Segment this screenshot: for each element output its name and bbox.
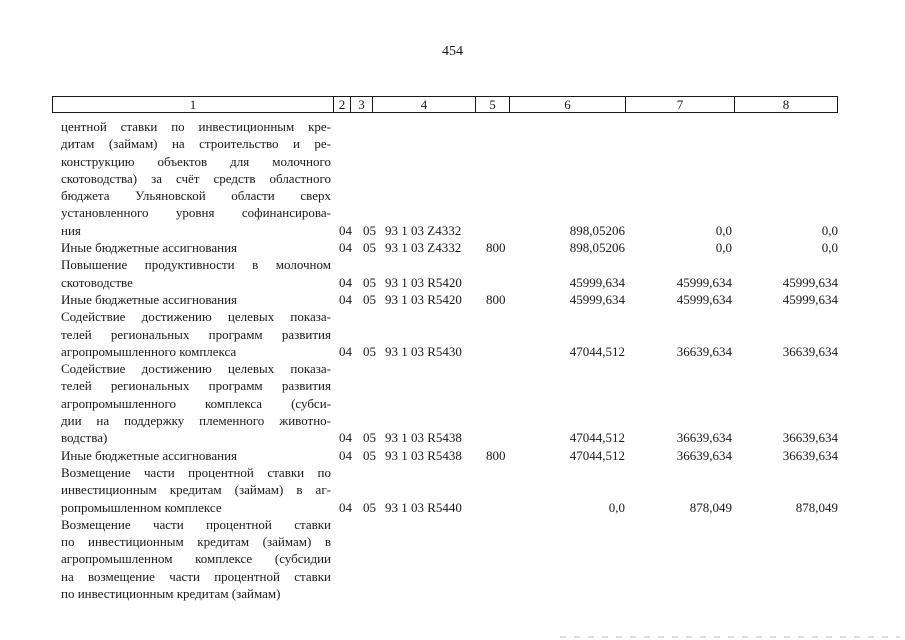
row-name-line: водства) bbox=[61, 430, 108, 446]
row-name-line: конструкцию объектов для молочного bbox=[61, 153, 331, 169]
row-value-6: 47044,512 bbox=[569, 430, 625, 446]
row-name-line: телей региональных программ развития bbox=[61, 378, 331, 394]
row-value-6: 47044,512 bbox=[569, 343, 625, 359]
row-name-line: дии на поддержку племенного животно- bbox=[61, 413, 331, 429]
row-csr: 93 1 03 R5430 bbox=[385, 343, 462, 359]
row-pr: 05 bbox=[363, 343, 376, 359]
row-rz: 04 bbox=[339, 447, 352, 463]
row-rz: 04 bbox=[339, 240, 352, 256]
table-row bbox=[0, 308, 905, 360]
row-name-line: по инвестиционным кредитам (займам) в bbox=[61, 534, 331, 550]
row-value-7: 45999,634 bbox=[676, 274, 732, 290]
row-name-line: Возмещение части процентной ставки по bbox=[61, 464, 331, 480]
row-pr: 05 bbox=[363, 274, 376, 290]
row-csr: 93 1 03 Z4332 bbox=[385, 222, 462, 238]
row-value-8: 36639,634 bbox=[782, 343, 838, 359]
row-csr: 93 1 03 R5438 bbox=[385, 430, 462, 446]
row-rz: 04 bbox=[339, 291, 352, 307]
row-name bbox=[61, 447, 331, 464]
row-name-line: инвестиционным кредитам (займам) в аг- bbox=[61, 482, 331, 498]
row-name-line: центной ставки по инвестиционным кре- bbox=[61, 119, 331, 134]
row-name bbox=[61, 464, 331, 516]
row-value-8: 36639,634 bbox=[782, 447, 838, 463]
row-value-8: 878,049 bbox=[795, 499, 838, 515]
row-value-6: 898,05206 bbox=[569, 240, 625, 256]
scan-artifact bbox=[560, 636, 900, 638]
row-value-7: 0,0 bbox=[715, 222, 732, 238]
row-value-8: 36639,634 bbox=[782, 430, 838, 446]
header-col-5: 5 bbox=[475, 97, 509, 112]
row-name-line: скотоводства) за счёт средств областного bbox=[61, 170, 331, 186]
table-row bbox=[0, 239, 905, 256]
row-rz: 04 bbox=[339, 222, 352, 238]
row-name bbox=[61, 308, 331, 360]
row-value-7: 45999,634 bbox=[676, 291, 732, 307]
row-value-6: 0,0 bbox=[608, 499, 625, 515]
header-col-1: 1 bbox=[189, 97, 197, 112]
row-name-line: на возмещение части процентной ставки bbox=[61, 568, 331, 584]
row-name bbox=[61, 516, 331, 602]
row-value-6: 898,05206 bbox=[569, 222, 625, 238]
row-rz: 04 bbox=[339, 499, 352, 515]
header-col-2: 2 bbox=[333, 97, 350, 112]
row-value-7: 36639,634 bbox=[676, 343, 732, 359]
row-value-7: 36639,634 bbox=[676, 447, 732, 463]
row-name-line: телей региональных программ развития bbox=[61, 326, 331, 342]
header-col-6: 6 bbox=[509, 97, 625, 112]
row-pr: 05 bbox=[363, 447, 376, 463]
row-value-7: 878,049 bbox=[689, 499, 732, 515]
table-row bbox=[0, 360, 905, 447]
row-pr: 05 bbox=[363, 499, 376, 515]
table-row bbox=[0, 118, 905, 239]
row-name-line: бюджета Ульяновской области сверх bbox=[61, 188, 331, 204]
row-pr: 05 bbox=[363, 240, 376, 256]
table-row bbox=[0, 447, 905, 464]
row-name bbox=[61, 360, 331, 446]
header-col-3: 3 bbox=[350, 97, 372, 112]
row-name-line: дитам (займам) на строительство и ре- bbox=[61, 136, 331, 152]
row-name-line: Иные бюджетные ассигнования bbox=[61, 291, 238, 307]
header-col-8: 8 bbox=[734, 97, 837, 112]
row-value-8: 45999,634 bbox=[782, 274, 838, 290]
row-name-line: Содействие достижению целевых показа- bbox=[61, 361, 331, 377]
row-value-6: 45999,634 bbox=[569, 291, 625, 307]
row-name-line: Повышение продуктивности в молочном bbox=[61, 257, 331, 273]
row-csr: 93 1 03 R5440 bbox=[385, 499, 462, 515]
row-name-line: агропромышленного комплекса bbox=[61, 343, 237, 359]
row-csr: 93 1 03 Z4332 bbox=[385, 240, 462, 256]
row-name-line: агропромышленном комплексе (субсидии bbox=[61, 551, 331, 567]
row-value-8: 45999,634 bbox=[782, 291, 838, 307]
row-name bbox=[61, 239, 331, 256]
row-vr: 800 bbox=[486, 447, 506, 463]
table-row bbox=[0, 291, 905, 308]
row-rz: 04 bbox=[339, 430, 352, 446]
page-number: 454 bbox=[442, 44, 463, 59]
row-name-line: Иные бюджетные ассигнования bbox=[61, 240, 238, 256]
table-header bbox=[52, 96, 838, 113]
row-value-6: 45999,634 bbox=[569, 274, 625, 290]
table-row bbox=[0, 464, 905, 516]
row-value-7: 36639,634 bbox=[676, 430, 732, 446]
row-name bbox=[61, 118, 331, 239]
row-csr: 93 1 03 R5420 bbox=[385, 274, 462, 290]
table-row bbox=[0, 516, 905, 603]
header-col-7: 7 bbox=[625, 97, 734, 112]
table-body bbox=[0, 118, 905, 602]
row-vr: 800 bbox=[486, 291, 506, 307]
row-name-line: Иные бюджетные ассигнования bbox=[61, 447, 238, 463]
row-name-line: скотоводстве bbox=[61, 274, 133, 290]
row-name-line: установленного уровня софинансирова- bbox=[61, 205, 331, 221]
row-rz: 04 bbox=[339, 274, 352, 290]
row-name-line: Возмещение части процентной ставки bbox=[61, 516, 331, 532]
row-name-line: агропромышленного комплекса (субси- bbox=[61, 395, 331, 411]
row-name-line: ропромышленном комплексе bbox=[61, 499, 222, 515]
row-csr: 93 1 03 R5438 bbox=[385, 447, 462, 463]
header-col-4: 4 bbox=[372, 97, 475, 112]
table-row bbox=[0, 256, 905, 291]
row-value-6: 47044,512 bbox=[569, 447, 625, 463]
row-value-7: 0,0 bbox=[715, 240, 732, 256]
row-pr: 05 bbox=[363, 291, 376, 307]
row-value-8: 0,0 bbox=[821, 240, 838, 256]
row-rz: 04 bbox=[339, 343, 352, 359]
row-pr: 05 bbox=[363, 430, 376, 446]
row-csr: 93 1 03 R5420 bbox=[385, 291, 462, 307]
row-name-line: по инвестиционным кредитам (займам) bbox=[61, 586, 281, 602]
row-name bbox=[61, 291, 331, 308]
row-value-8: 0,0 bbox=[821, 222, 838, 238]
row-vr: 800 bbox=[486, 240, 506, 256]
row-pr: 05 bbox=[363, 222, 376, 238]
row-name bbox=[61, 256, 331, 291]
row-name-line: ния bbox=[61, 222, 81, 238]
row-name-line: Содействие достижению целевых показа- bbox=[61, 309, 331, 325]
